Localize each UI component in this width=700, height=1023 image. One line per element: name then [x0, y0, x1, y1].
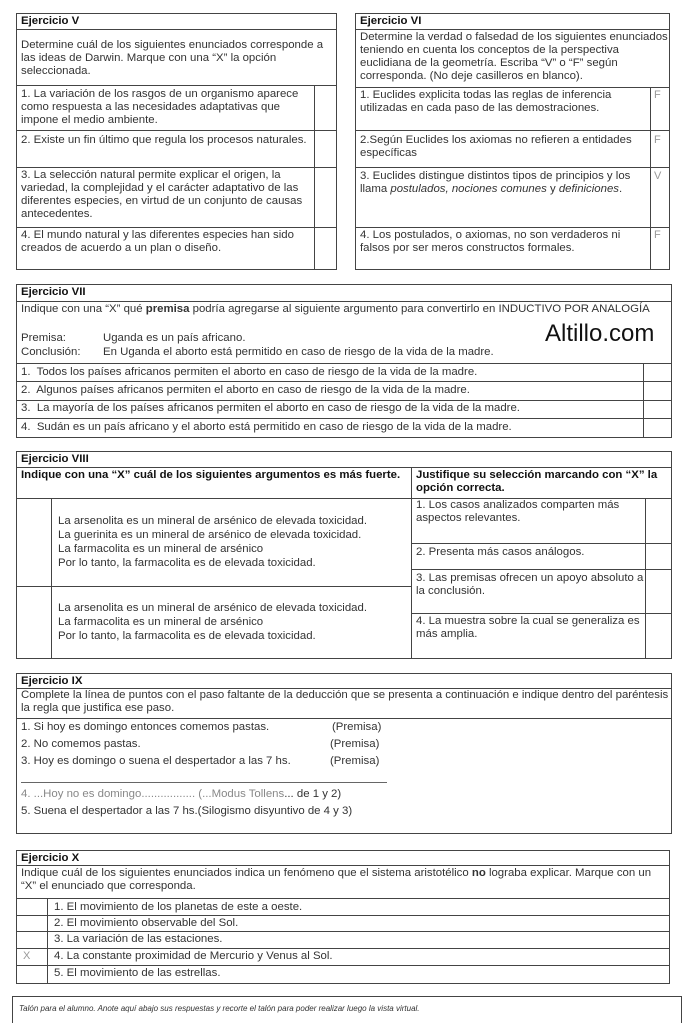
exercise-5-item-4: 4. El mundo natural y las diferentes especies han sido creados de acuerdo a un plan o diseño. — [21, 229, 294, 254]
exercise-8-argument-1 — [58, 515, 408, 570]
footer-note: Talón para el alumno. Anote aquí abajo sus respuestas y recorte el talón para poder realizar luego la vista virtual. — [19, 1004, 420, 1013]
exercise-7-answer-1[interactable] — [644, 364, 671, 380]
exercise-5-answer-3[interactable] — [315, 168, 337, 226]
exercise-6-answer-3[interactable]: V — [654, 170, 662, 182]
exercise-9-intro: Complete la línea de puntos con el paso faltante de la deducción que se presenta a continuación e indique dentro del paréntesis la regla que justifica ese paso. — [21, 689, 669, 714]
exercise-6-answer-4[interactable]: F — [654, 229, 661, 241]
justification-answer-3[interactable] — [646, 570, 671, 613]
exercise-10-option-2: 2. El movimiento observable del Sol. — [54, 917, 239, 929]
argument-1-line-4: Por lo tanto, la farmacolita es de elevada toxicidad. — [58, 557, 316, 569]
exercise-5-item-1: 1. La variación de los rasgos de un organismo aparece como respuesta a las necesidades adaptativas que impone el medio ambiente. — [21, 88, 299, 126]
exercise-8-left-header: Indique con una “X” cuál de los siguientes argumentos es más fuerte. — [21, 469, 401, 481]
exercise-8-right-header: Justifique su selección marcando con “X” la opción correcta. — [416, 469, 658, 494]
exercise-10-box — [16, 850, 670, 984]
premise-label: Premisa: — [21, 332, 66, 344]
step-5: 5. Suena el despertador a las 7 hs.(Silogismo disyuntivo de 4 y 3) — [21, 805, 353, 817]
exercise-6-item-2: 2.Según Euclides los axiomas no refieren a entidades específicas — [360, 134, 632, 159]
justification-answer-4[interactable] — [646, 614, 671, 658]
step-2-note: (Premisa) — [330, 738, 380, 750]
exercise-5-answer-1[interactable] — [315, 86, 337, 129]
step-1-note: (Premisa) — [332, 721, 382, 733]
conclusion-label: Conclusión: — [21, 346, 81, 358]
exercise-7-answer-4[interactable] — [644, 419, 671, 437]
exercise-7-answer-3[interactable] — [644, 401, 671, 417]
exercise-5-intro: Determine cuál de los siguientes enunciados corresponde a las ideas de Darwin. Marque con una “X” la opción seleccionada. — [21, 39, 324, 77]
argument-2-line-2: La farmacolita es un mineral de arsénico — [58, 616, 264, 628]
step-3-text: 3. Hoy es domingo o suena el despertador a las 7 hs. — [21, 755, 291, 767]
justification-1: 1. Los casos analizados comparten más aspectos relevantes. — [416, 499, 620, 524]
exercise-7-option-1: 1. Todos los países africanos permiten el aborto en caso de riesgo de la vida de la madre. — [21, 366, 478, 378]
exercise-8-arg-1-answer[interactable] — [18, 499, 50, 585]
exercise-6-box — [355, 13, 670, 270]
step-3-note: (Premisa) — [330, 755, 380, 767]
exercise-7-option-2: 2. Algunos países africanos permiten el aborto en caso de riesgo de la vida de la madre. — [21, 384, 470, 396]
exercise-6-item-4: 4. Los postulados, o axiomas, no son verdaderos ni falsos por ser meros constructos formales. — [360, 229, 621, 254]
justification-4: 4. La muestra sobre la cual se generaliza es más amplia. — [416, 615, 640, 640]
exercise-10-answer-4[interactable]: X — [23, 950, 31, 962]
justification-3: 3. Las premisas ofrecen un apoyo absoluto a la conclusión. — [416, 572, 644, 597]
footer-divider — [12, 996, 682, 997]
exercise-8-title: Ejercicio VIII — [21, 453, 89, 465]
exercise-8-arg-2-answer[interactable] — [18, 587, 50, 659]
exercise-7-title: Ejercicio VII — [21, 286, 86, 298]
step-1-text: 1. Si hoy es domingo entonces comemos pastas. — [21, 721, 270, 733]
footer-left-edge — [12, 996, 13, 1023]
exercise-5-item-2: 2. Existe un fin último que regula los procesos naturales. — [21, 134, 307, 146]
conclusion-text: En Uganda el aborto está permitido en caso de riesgo de la vida de la madre. — [103, 346, 494, 358]
exercise-5-item-3: 3. La selección natural permite explicar el origen, la variedad, la complejidad y el carácter adaptativo de las diferentes especies, en virtud de un conjunto de causas antecedentes. — [21, 169, 303, 220]
exercise-9-box — [16, 673, 672, 834]
exercise-10-option-1: 1. El movimiento de los planetas de este a oeste. — [54, 901, 303, 913]
exercise-6-intro: Determine la verdad o falsedad de los siguientes enunciados teniendo en cuenta los conceptos de la perspectiva euclidiana de la geometría. Escriba “V” o “F” según corresponda. (No deje casilleros en blanco). — [360, 31, 668, 82]
step-2-text: 2. No comemos pastas. — [21, 738, 141, 750]
step-4[interactable]: 4. ...Hoy no es domingo................. (...Modus Tollens... de 1 y 2) — [21, 788, 342, 800]
exercise-7-intro: Indique con una “X” qué premisa podría agregarse al siguiente argumento para convertirlo en INDUCTIVO POR ANALOGÍA — [21, 303, 650, 315]
argument-1-line-3: La farmacolita es un mineral de arsénico — [58, 543, 264, 555]
exercise-10-title: Ejercicio X — [21, 852, 80, 864]
justification-answer-1[interactable] — [646, 499, 671, 543]
blank-line — [21, 782, 387, 783]
exercise-8-argument-2 — [58, 602, 408, 643]
exercise-6-item-1: 1. Euclides explicita todas las reglas de inferencia utilizadas en cada paso de las demostraciones. — [360, 89, 612, 114]
exercise-6-answer-2[interactable]: F — [654, 134, 661, 146]
premise-text: Uganda es un país africano. — [103, 332, 246, 344]
exercise-6-title: Ejercicio VI — [360, 15, 422, 27]
exercise-5-title: Ejercicio V — [21, 15, 80, 27]
justification-2: 2. Presenta más casos análogos. — [416, 546, 585, 558]
exercise-7-option-3: 3. La mayoría de los países africanos permiten el aborto en caso de riesgo de la vida de la madre. — [21, 402, 520, 414]
justification-answer-2[interactable] — [646, 544, 671, 568]
exercise-9-title: Ejercicio IX — [21, 675, 83, 687]
exercise-10-option-3: 3. La variación de las estaciones. — [54, 933, 223, 945]
argument-1-line-1: La arsenolita es un mineral de arsénico de elevada toxicidad. — [58, 515, 368, 527]
footer-right-edge — [681, 996, 682, 1023]
exercise-7-answer-2[interactable] — [644, 382, 671, 399]
exercise-7-box — [16, 284, 672, 438]
exercise-10-option-4: 4. La constante proximidad de Mercurio y Venus al Sol. — [54, 950, 333, 962]
exercise-6-answer-1[interactable]: F — [654, 89, 661, 101]
exercise-5-answer-4[interactable] — [315, 228, 337, 270]
exercise-10-option-5: 5. El movimiento de las estrellas. — [54, 967, 221, 979]
exercise-6-item-3: 3. Euclides distingue distintos tipos de principios y los llama postulados, nociones comunes y definiciones. — [360, 170, 631, 195]
exercise-5-box — [16, 13, 337, 270]
argument-2-line-3: Por lo tanto, la farmacolita es de elevada toxicidad. — [58, 630, 316, 642]
argument-1-line-2: La guerinita es un mineral de arsénico de elevada toxicidad. — [58, 529, 362, 541]
exercise-5-answer-2[interactable] — [315, 131, 337, 166]
exercise-10-intro: Indique cuál de los siguientes enunciados indica un fenómeno que el sistema aristotélico no lograba explicar. Marque con un “X” el enunciado que corresponda. — [21, 867, 652, 892]
exercise-8-box — [16, 451, 672, 659]
altillo-logo: Altillo.com — [545, 320, 655, 347]
exercise-7-option-4: 4. Sudán es un país africano y el aborto está permitido en caso de riesgo de la vida de la madre. — [21, 421, 512, 433]
argument-2-line-1: La arsenolita es un mineral de arsénico de elevada toxicidad. — [58, 602, 368, 614]
